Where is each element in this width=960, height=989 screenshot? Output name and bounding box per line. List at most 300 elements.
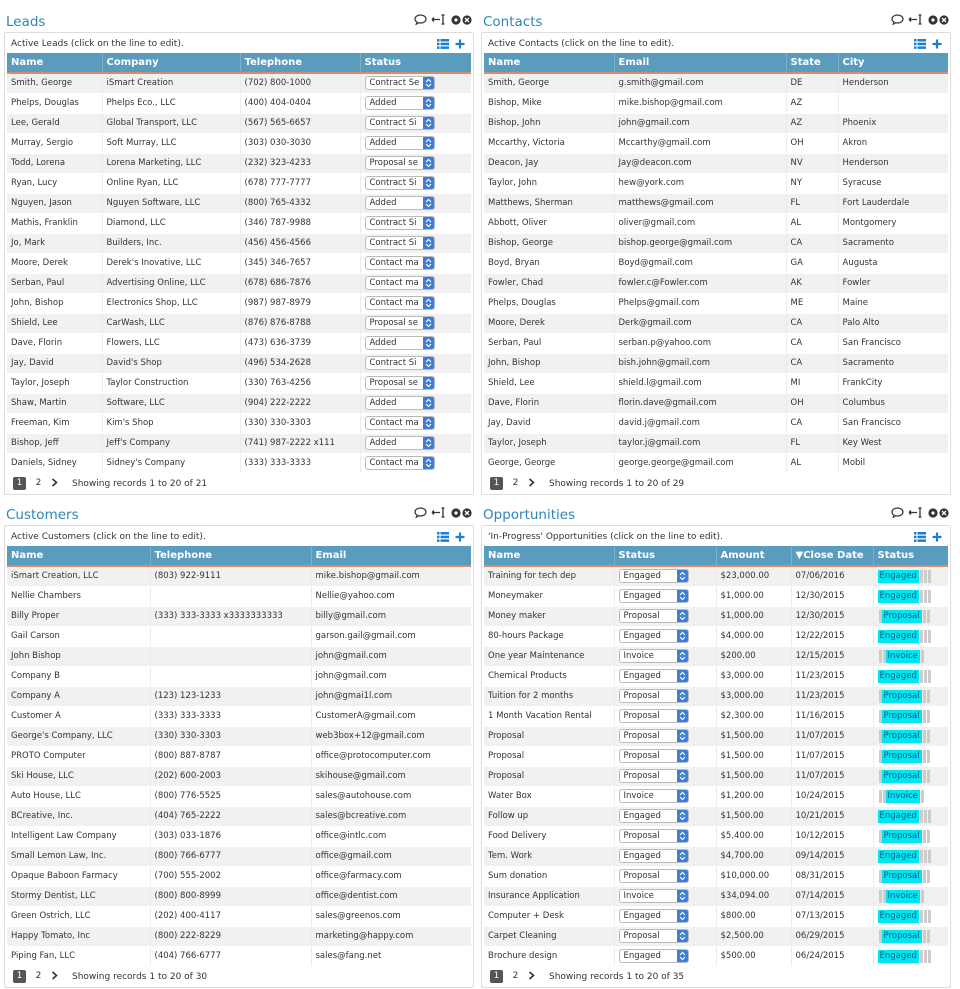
status-select[interactable] [365,336,435,350]
settings-icon[interactable] [451,508,461,518]
table-cell: Stormy Dentist, LLC [7,886,150,906]
table-row[interactable] [7,926,471,946]
status-select[interactable] [619,649,689,663]
table-row[interactable] [484,726,948,746]
table-cell: Phoenix [838,113,948,133]
chevron-updown-icon [677,789,688,803]
table-row[interactable] [484,566,948,586]
table-cell: OH [786,133,838,153]
table-row[interactable] [7,886,471,906]
table-cell: 09/14/2015 [791,846,873,866]
status-progress [878,750,930,763]
next-page-icon[interactable] [528,971,535,983]
progress-step [927,770,930,783]
status-label: Engaged [879,570,917,581]
progress-step [923,770,926,783]
status-select[interactable] [365,296,435,310]
page-current[interactable]: 1 [13,970,26,983]
close-icon[interactable] [462,508,472,518]
panel-body [481,525,951,988]
table-row[interactable] [7,866,471,886]
table-cell: $5,400.00 [716,826,791,846]
status-select[interactable] [365,156,435,170]
list-icon[interactable] [437,38,449,56]
table-cell: Proposal [484,726,614,746]
page-link[interactable]: 2 [512,971,519,981]
table-cell: Taylor, John [484,173,614,193]
records-summary: Showing records 1 to 20 of 29 [549,478,685,489]
table-row[interactable] [7,273,471,293]
status-select[interactable] [619,809,689,823]
table-row[interactable] [7,253,471,273]
table-row[interactable] [7,433,471,453]
table-row[interactable] [484,606,948,626]
table-row[interactable] [484,313,948,333]
page-link[interactable]: 2 [35,478,42,488]
table-cell: FL [786,193,838,213]
status-label: Proposal [883,750,920,761]
table-cell [360,113,471,133]
status-select[interactable] [619,569,689,583]
table-cell: marketing@happy.com [311,926,471,946]
table-row[interactable] [7,353,471,373]
table-cell: (702) 800-1000 [240,73,360,93]
status-select[interactable] [365,76,435,90]
chevron-updown-icon [677,749,688,763]
table-row[interactable] [484,706,948,726]
column-header[interactable]: Amount [716,546,791,566]
table-cell [614,766,716,786]
table-cell: NY [786,173,838,193]
table-cell: Training for tech dep [484,566,614,586]
table-cell [873,586,948,606]
add-icon[interactable] [932,38,942,56]
table-row[interactable] [484,626,948,646]
table-cell: sales@bcreative.com [311,806,471,826]
status-select[interactable] [365,256,435,270]
table-cell: Kim's Shop [102,413,240,433]
table-cell: Moore, Derek [484,313,614,333]
table-cell: Water Box [484,786,614,806]
status-select-value: Added [369,338,397,348]
table-cell: AK [786,273,838,293]
table-cell: One year Maintenance [484,646,614,666]
column-header[interactable]: Name [484,546,614,566]
settings-close-group [928,508,949,518]
comment-icon[interactable] [414,14,427,25]
table-row[interactable] [7,566,471,586]
status-label: Invoice [887,650,918,661]
table-cell: 07/14/2015 [791,886,873,906]
comment-icon[interactable] [891,14,904,25]
progress-step [921,650,924,663]
status-select[interactable] [619,829,689,843]
panel-title: Customers [6,507,79,523]
status-select-value: Engaged [623,851,661,861]
table-cell: NV [786,153,838,173]
table-row[interactable] [484,806,948,826]
table-cell: Phelps Eco., LLC [102,93,240,113]
table-row[interactable] [7,726,471,746]
table-row[interactable] [484,153,948,173]
table-cell: Fowler [838,273,948,293]
table-cell: (800) 222-8229 [150,926,311,946]
status-select[interactable] [365,216,435,230]
chevron-updown-icon [677,909,688,923]
table-row[interactable] [484,393,948,413]
table-cell: 12/30/2015 [791,586,873,606]
table-row[interactable] [484,93,948,113]
table-row[interactable] [7,906,471,926]
chevron-updown-icon [677,869,688,883]
list-icon[interactable] [914,531,926,549]
settings-icon[interactable] [451,15,461,25]
table-row[interactable] [7,393,471,413]
status-progress [878,890,924,903]
table-row[interactable] [484,433,948,453]
table-row[interactable] [484,173,948,193]
status-select[interactable] [365,136,435,150]
status-select-value: Proposal [623,611,660,621]
table-row[interactable] [484,666,948,686]
table-row[interactable] [7,686,471,706]
status-select-value: Contact ma [369,418,419,428]
table-row[interactable] [7,113,471,133]
add-icon[interactable] [932,531,942,549]
table-row[interactable] [7,73,471,93]
table-row[interactable] [7,626,471,646]
status-progress [878,950,931,963]
table-row[interactable] [484,786,948,806]
table-cell: Software, LLC [102,393,240,413]
table-row[interactable] [7,193,471,213]
add-icon[interactable] [455,531,465,549]
table-cell [360,253,471,273]
status-label: Engaged [879,910,917,921]
comment-icon[interactable] [891,507,904,518]
table-row[interactable] [484,73,948,93]
table-cell: 07/13/2015 [791,906,873,926]
progress-step [928,950,931,963]
status-select[interactable] [619,609,689,623]
table-cell: OH [786,393,838,413]
chevron-updown-icon [677,849,688,863]
column-header[interactable]: Company [102,53,240,73]
table-cell [360,453,471,473]
status-progress [878,810,931,823]
table-cell [614,686,716,706]
resize-icon[interactable] [431,14,447,25]
table-cell [873,826,948,846]
table-row[interactable] [484,233,948,253]
table-cell: sales@autohouse.com [311,786,471,806]
table-row[interactable] [484,193,948,213]
table-row[interactable] [484,413,948,433]
table-cell: $1,500.00 [716,726,791,746]
column-header[interactable]: City [838,53,948,73]
table-row[interactable] [484,686,948,706]
table-row[interactable] [484,213,948,233]
status-select[interactable] [619,689,689,703]
add-icon[interactable] [455,38,465,56]
column-header[interactable]: Status [873,546,948,566]
progress-step [924,630,927,643]
table-row[interactable] [7,666,471,686]
table-row[interactable] [7,646,471,666]
table-row[interactable] [484,133,948,153]
page-link[interactable]: 2 [512,478,519,488]
table-cell: billy@gmail.com [311,606,471,626]
table-cell [614,666,716,686]
table-cell: Moore, Derek [7,253,102,273]
panel-header [4,499,474,525]
table-cell [873,606,948,626]
progress-step [928,810,931,823]
status-select[interactable] [619,789,689,803]
close-icon[interactable] [939,15,949,25]
table-row[interactable] [7,806,471,826]
status-select[interactable] [365,116,435,130]
column-header[interactable]: Email [614,53,786,73]
table-cell: (800) 887-8787 [150,746,311,766]
table-cell: Food Delivery [484,826,614,846]
table-cell: Phelps, Douglas [484,293,614,313]
table-row[interactable] [484,866,948,886]
table-cell: sales@greenos.com [311,906,471,926]
table-row[interactable] [484,333,948,353]
table-cell: Serban, Paul [484,333,614,353]
status-progress [878,690,930,703]
status-label: Engaged [879,630,917,641]
status-select[interactable] [619,629,689,643]
table-cell [614,886,716,906]
table-cell: (678) 777-7777 [240,173,360,193]
table-cell: Henderson [838,73,948,93]
table-row[interactable] [7,786,471,806]
column-header[interactable]: Telephone [150,546,311,566]
table-row[interactable] [484,353,948,373]
table-row[interactable] [7,706,471,726]
table-cell: (333) 333-3333 [150,706,311,726]
table-cell: 11/23/2015 [791,686,873,706]
status-select-value: Contract Se [369,78,420,89]
progress-step [928,670,931,683]
status-select[interactable] [619,909,689,923]
table-cell: (741) 987-2222 x111 [240,433,360,453]
column-header[interactable]: Name [7,53,102,73]
status-select[interactable] [619,929,689,943]
table-row[interactable] [484,846,948,866]
panel-toolbar [414,14,472,25]
table-row[interactable] [7,413,471,433]
settings-icon[interactable] [928,508,938,518]
status-select-value: Proposal [623,831,660,841]
status-select-value: Proposal se [369,318,418,328]
status-select[interactable] [619,869,689,883]
table-row[interactable] [7,333,471,353]
table-row[interactable] [7,173,471,193]
status-select-value: Invoice [623,891,654,901]
chevron-updown-icon [677,729,688,743]
table-row[interactable] [7,373,471,393]
table-row[interactable] [484,946,948,966]
column-header[interactable]: ▼Close Date [791,546,873,566]
chevron-updown-icon [423,456,434,470]
status-select-value: Proposal [623,871,660,881]
table-row[interactable] [484,113,948,133]
status-select[interactable] [619,729,689,743]
table-row[interactable] [484,453,948,473]
status-select[interactable] [619,949,689,963]
next-page-icon[interactable] [528,478,535,490]
progress-step [920,850,923,863]
table-cell: AL [786,213,838,233]
progress-step [923,750,926,763]
status-select[interactable] [365,436,435,450]
table-cell: taylor.j@gmail.com [614,433,786,453]
status-select[interactable] [619,849,689,863]
table-row[interactable] [7,606,471,626]
status-select[interactable] [365,236,435,250]
list-icon[interactable] [437,531,449,549]
status-select[interactable] [365,96,435,110]
table-cell: Todd, Lorena [7,153,102,173]
table-row[interactable] [7,213,471,233]
status-select[interactable] [365,356,435,370]
status-select[interactable] [619,769,689,783]
table-row[interactable] [7,746,471,766]
next-page-icon[interactable] [51,971,58,983]
table-row[interactable] [7,93,471,113]
status-select-value: Engaged [623,591,661,601]
column-header[interactable]: State [786,53,838,73]
table-cell: $1,500.00 [716,806,791,826]
status-select[interactable] [619,669,689,683]
table-row[interactable] [7,586,471,606]
table-row[interactable] [7,293,471,313]
status-select[interactable] [619,749,689,763]
close-icon[interactable] [939,508,949,518]
table-cell [360,393,471,413]
table-cell: Advertising Online, LLC [102,273,240,293]
table-row[interactable] [484,766,948,786]
table-row[interactable] [484,253,948,273]
status-select[interactable] [619,589,689,603]
table-row[interactable] [7,233,471,253]
table-row[interactable] [484,273,948,293]
table-row[interactable] [484,373,948,393]
table-row[interactable] [7,946,471,966]
table-row[interactable] [7,133,471,153]
table-cell: 08/31/2015 [791,866,873,886]
table-cell: serban.p@yahoo.com [614,333,786,353]
table-cell: john@gmail.com [614,113,786,133]
next-page-icon[interactable] [51,478,58,490]
progress-step [920,810,923,823]
table-row[interactable] [7,453,471,473]
status-select[interactable] [365,456,435,470]
table-cell: Intelligent Law Company [7,826,150,846]
table-row[interactable] [484,586,948,606]
column-header[interactable]: Telephone [240,53,360,73]
table-cell: $200.00 [716,646,791,666]
status-label: Proposal [883,730,920,741]
column-header[interactable]: Name [484,53,614,73]
table-row[interactable] [484,293,948,313]
page-current[interactable]: 1 [13,477,26,490]
status-select[interactable] [365,376,435,390]
chevron-updown-icon [423,216,434,230]
settings-icon[interactable] [928,15,938,25]
column-header[interactable]: Email [311,546,471,566]
table-cell: Happy Tomato, Inc [7,926,150,946]
table-row[interactable] [7,826,471,846]
page-link[interactable]: 2 [35,971,42,981]
status-select[interactable] [619,889,689,903]
table-cell [614,906,716,926]
status-select-value: Contract Si [369,238,417,248]
table-row[interactable] [7,153,471,173]
resize-icon[interactable] [908,507,924,518]
list-icon[interactable] [914,38,926,56]
status-label: Engaged [879,950,917,961]
panel-title: Leads [6,14,46,30]
table-cell [360,213,471,233]
table-cell [360,193,471,213]
status-progress [878,930,930,943]
status-select[interactable] [365,276,435,290]
table-cell: 12/15/2015 [791,646,873,666]
table-cell: Auto House, LLC [7,786,150,806]
status-select[interactable] [365,316,435,330]
status-select[interactable] [365,396,435,410]
page-current[interactable]: 1 [490,477,503,490]
table-cell: $23,000.00 [716,566,791,586]
page-current[interactable]: 1 [490,970,503,983]
progress-step [920,950,923,963]
table-row[interactable] [484,886,948,906]
panel-subtitle [484,528,948,546]
progress-step [924,950,927,963]
status-progress [878,870,930,883]
progress-step [923,690,926,703]
table-row[interactable] [7,313,471,333]
resize-icon[interactable] [908,14,924,25]
column-header[interactable]: Status [614,546,716,566]
table-row[interactable] [484,646,948,666]
table-cell: George's Company, LLC [7,726,150,746]
table-cell: Soft Murray, LLC [102,133,240,153]
table-cell [360,373,471,393]
table-cell: 12/22/2015 [791,626,873,646]
table-cell: Ryan, Lucy [7,173,102,193]
column-header[interactable]: Name [7,546,150,566]
comment-icon[interactable] [414,507,427,518]
table-row[interactable] [484,826,948,846]
table-row[interactable] [484,746,948,766]
status-select[interactable] [619,709,689,723]
status-select[interactable] [365,416,435,430]
table-row[interactable] [7,766,471,786]
resize-icon[interactable] [431,507,447,518]
status-select[interactable] [365,176,435,190]
column-header[interactable]: Status [360,53,471,73]
close-icon[interactable] [462,15,472,25]
table-row[interactable] [484,906,948,926]
status-select[interactable] [365,196,435,210]
table-row[interactable] [7,846,471,866]
table-row[interactable] [484,926,948,946]
